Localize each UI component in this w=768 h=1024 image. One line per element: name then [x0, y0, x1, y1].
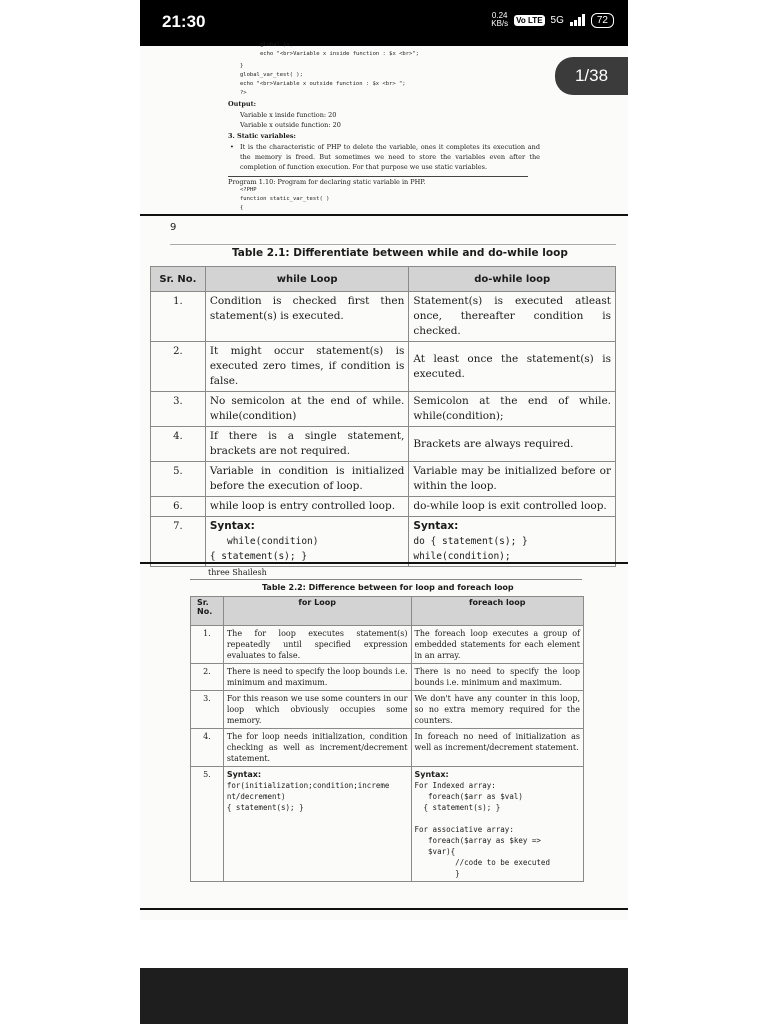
syntax-label: Syntax:: [209, 520, 255, 532]
table-row: 4. If there is a single statement, brackets are not required. Brackets are always required.: [151, 427, 616, 462]
syntax-label: Syntax:: [414, 770, 449, 779]
network-type: 5G: [550, 14, 564, 26]
clock: 21:30: [162, 12, 206, 31]
page-indicator: 1/38: [555, 57, 628, 95]
battery-icon: 72: [591, 13, 614, 28]
table-row: 2. There is need to specify the loop bounds i.e. minimum and maximum. There is no need to specify the loop bounds i.e. minimum and maximum.: [191, 664, 584, 691]
section-text: • It is the characteristic of PHP to delete the variable, ones it completes its execution and the memory is freed. But sometimes we need to store the variables even after the completion of function execution. For that purpose we use static variables.: [230, 143, 540, 171]
table-row-syntax: 5. Syntax: for(initialization;condition;increme nt/decrement) { statement(s); } Syntax: For Indexed array: foreach($arr as $val) { statement(s); } For associative array: foreach($array as $key => $var){ //code to be executed }: [191, 767, 584, 882]
table-row: 4. The for loop needs initialization, condition checking as well as increment/decrement statement. In foreach no need of initialization as well as increment/decrement statement.: [191, 729, 584, 767]
top-code-block-1: global $x; echo "<br>Variable x inside function : $x <br>";: [260, 42, 419, 57]
while-syntax-code: while(condition) { statement(s); }: [209, 536, 319, 562]
col-header-sr: Sr. No.: [191, 597, 224, 626]
col-header-while: while Loop: [205, 267, 409, 292]
table-while-vs-do-while: [150, 266, 616, 567]
table-row: 3. For this reason we use some counters in our loop which obviously occupies some memory. We don't have any counter in this loop, so no extra memory required for the counters.: [191, 691, 584, 729]
col-header-foreach: foreach loop: [411, 597, 584, 626]
col-header-for: for Loop: [223, 597, 411, 626]
table-row: 2. It might occur statement(s) is executed zero times, if condition is false. At least once the statement(s) is executed.: [151, 342, 616, 392]
syntax-label: Syntax:: [413, 520, 459, 532]
output-label: Output:: [228, 100, 257, 108]
page-divider: [140, 908, 628, 910]
col-header-do-while: do-while loop: [409, 267, 616, 292]
program-code: <?PHP function static_var_test( ) {: [240, 187, 330, 211]
caption-rule: [190, 579, 582, 580]
for-syntax-code: for(initialization;condition;increme nt/decrement) { statement(s); }: [226, 781, 390, 812]
bottom-bar: [140, 968, 628, 1024]
data-rate: 0.24 KB/s: [491, 11, 509, 28]
left-margin: [0, 0, 140, 1024]
page-divider: [140, 562, 628, 564]
right-margin: [628, 0, 768, 1024]
page-number: 9: [170, 222, 177, 233]
do-while-syntax-code: do { statement(s); } while(condition);: [413, 536, 528, 562]
table-row-syntax: 7. Syntax: while(condition) { statement(s); } Syntax: do { statement(s); } while(condition);: [151, 517, 616, 567]
program-caption: Program 1.10: Program for declaring static variable in PHP.: [228, 176, 528, 186]
table2-caption: Table 2.2: Difference between for loop and foreach loop: [262, 583, 514, 592]
signal-icon: [570, 14, 585, 26]
table1-caption: Table 2.1: Differentiate between while and do-while loop: [232, 247, 568, 259]
table-header-row: [191, 597, 584, 626]
foreach-syntax-code: For Indexed array: foreach($arr as $val) { statement(s); } For associative array: foreach($array as $key => $var){ //code to be executed }: [414, 781, 550, 878]
output-lines: Variable x inside function: 20 Variable x outside function: 20: [240, 111, 341, 129]
table-row: 1. Condition is checked first then statement(s) is executed. Statement(s) is executed atleast once, thereafter condition is checked.: [151, 292, 616, 342]
page-divider: [140, 214, 628, 216]
table-row: 3. No semicolon at the end of while. while(condition) Semicolon at the end of while. while(condition);: [151, 392, 616, 427]
table-row: 1. The for loop executes statement(s) repeatedly until specified expression evaluates to false. The foreach loop executes a group of embedded statements for each element in an array.: [191, 626, 584, 664]
syntax-label: Syntax:: [226, 770, 262, 779]
table-for-vs-foreach: [190, 596, 584, 882]
top-code-block-2: } global_var_test( ); echo "<br>Variable x outside function : $x <br> "; ?>: [240, 63, 406, 96]
section-heading: 3. Static variables:: [228, 132, 296, 140]
table-row: 5. Variable in condition is initialized before the execution of loop. Variable may be initialized before or within the loop.: [151, 462, 616, 497]
table-row: 6. while loop is entry controlled loop. do-while loop is exit controlled loop.: [151, 497, 616, 517]
caption-rule: [170, 244, 616, 245]
credit-text: three Shailesh: [208, 568, 267, 577]
table-header-row: [151, 267, 616, 292]
volte-icon: Vo LTE: [516, 15, 543, 25]
col-header-sr: Sr. No.: [151, 267, 206, 292]
bullet-icon: •: [230, 143, 234, 151]
status-bar: [140, 0, 628, 46]
document-page[interactable]: [140, 42, 628, 920]
